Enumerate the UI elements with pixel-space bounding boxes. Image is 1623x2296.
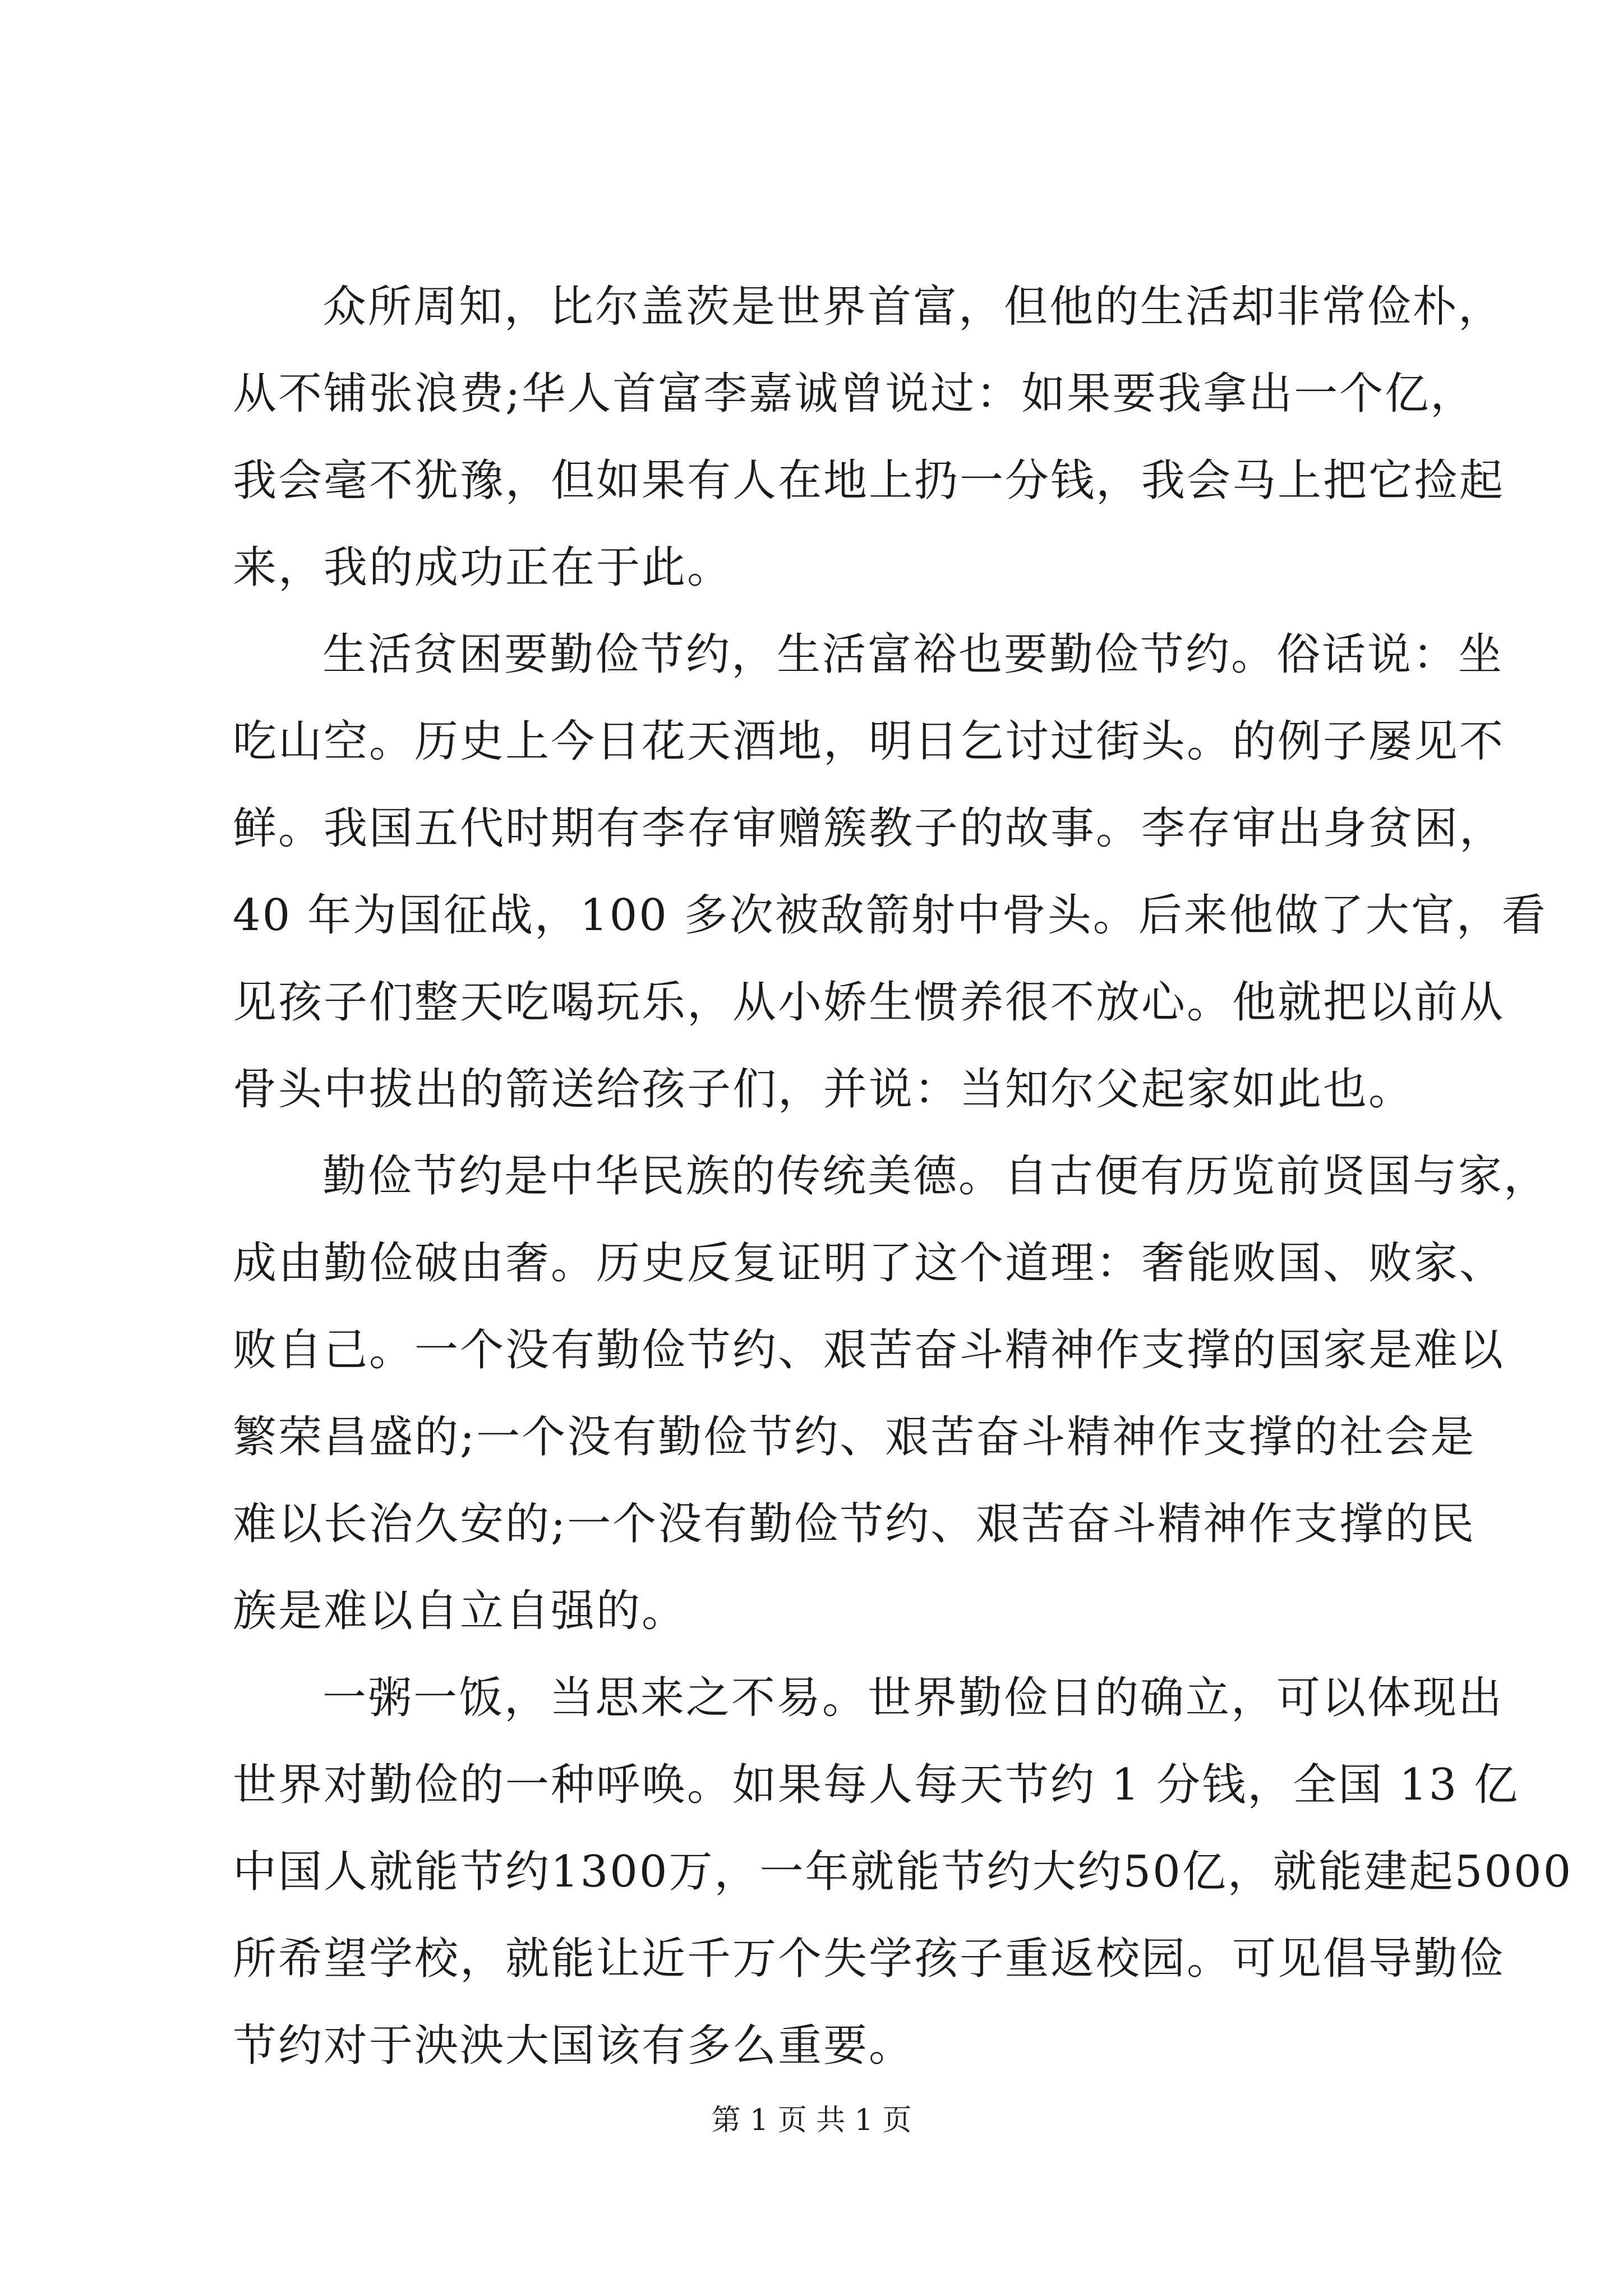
paragraph-3-line-4: 繁荣昌盛的;一个没有勤俭节约、艰苦奋斗精神作支撑的社会是: [233, 1412, 1476, 1462]
paragraph-1-line-3: 我会毫不犹豫，但如果有人在地上扔一分钱，我会马上把它捡起: [233, 455, 1505, 506]
paragraph-1-line-4: 来，我的成功正在于此。: [233, 542, 733, 593]
page-number-footer: 第 1 页 共 1 页: [711, 2104, 912, 2137]
paragraph-1-line-1: 众所周知，比尔盖茨是世界首富，但他的生活却非常俭朴，: [322, 282, 1504, 332]
paragraph-2-line-6: 骨头中拔出的箭送给孩子们，并说：当知尔父起家如此也。: [233, 1064, 1414, 1115]
paragraph-4-line-5: 节约对于泱泱大国该有多么重要。: [233, 2021, 915, 2071]
paragraph-2-line-1: 生活贫困要勤俭节约，生活富裕也要勤俭节约。俗话说：坐: [322, 629, 1504, 680]
paragraph-1-line-2: 从不铺张浪费;华人首富李嘉诚曾说过：如果要我拿出一个亿，: [233, 369, 1476, 419]
document-body: [233, 264, 1573, 2090]
paragraph-4-line-1: 一粥一饭，当思来之不易。世界勤俭日的确立，可以体现出: [322, 1673, 1504, 1723]
paragraph-2-line-2: 吃山空。历史上今日花天酒地，明日乞讨过街头。的例子屡见不: [233, 716, 1505, 767]
paragraph-3-line-3: 败自己。一个没有勤俭节约、艰苦奋斗精神作支撑的国家是难以: [233, 1325, 1505, 1375]
paragraph-4-line-2: 世界对勤俭的一种呼唤。如果每人每天节约 1 分钱，全国 13 亿: [233, 1760, 1520, 1810]
paragraph-3-line-1: 勤俭节约是中华民族的传统美德。自古便有历览前贤国与家，: [322, 1151, 1550, 1202]
paragraph-3-line-6: 族是难以自立自强的。: [233, 1586, 688, 1636]
paragraph-3-line-5: 难以长治久安的;一个没有勤俭节约、艰苦奋斗精神作支撑的民: [233, 1499, 1476, 1549]
paragraph-2-line-4: 40 年为国征战，100 多次被敌箭射中骨头。后来他做了大官，看: [233, 890, 1547, 941]
paragraph-2-line-3: 鲜。我国五代时期有李存审赠簇教子的故事。李存审出身贫困，: [233, 803, 1505, 854]
paragraph-4-line-3: 中国人就能节约1300万，一年就能节约大约50亿，就能建起5000: [233, 1847, 1573, 1897]
paragraph-3-line-2: 成由勤俭破由奢。历史反复证明了这个道理：奢能败国、败家、: [233, 1238, 1505, 1289]
paragraph-2-line-5: 见孩子们整天吃喝玩乐，从小娇生惯养很不放心。他就把以前从: [233, 977, 1505, 1028]
paragraph-4-line-4: 所希望学校，就能让近千万个失学孩子重返校园。可见倡导勤俭: [233, 1934, 1505, 1984]
